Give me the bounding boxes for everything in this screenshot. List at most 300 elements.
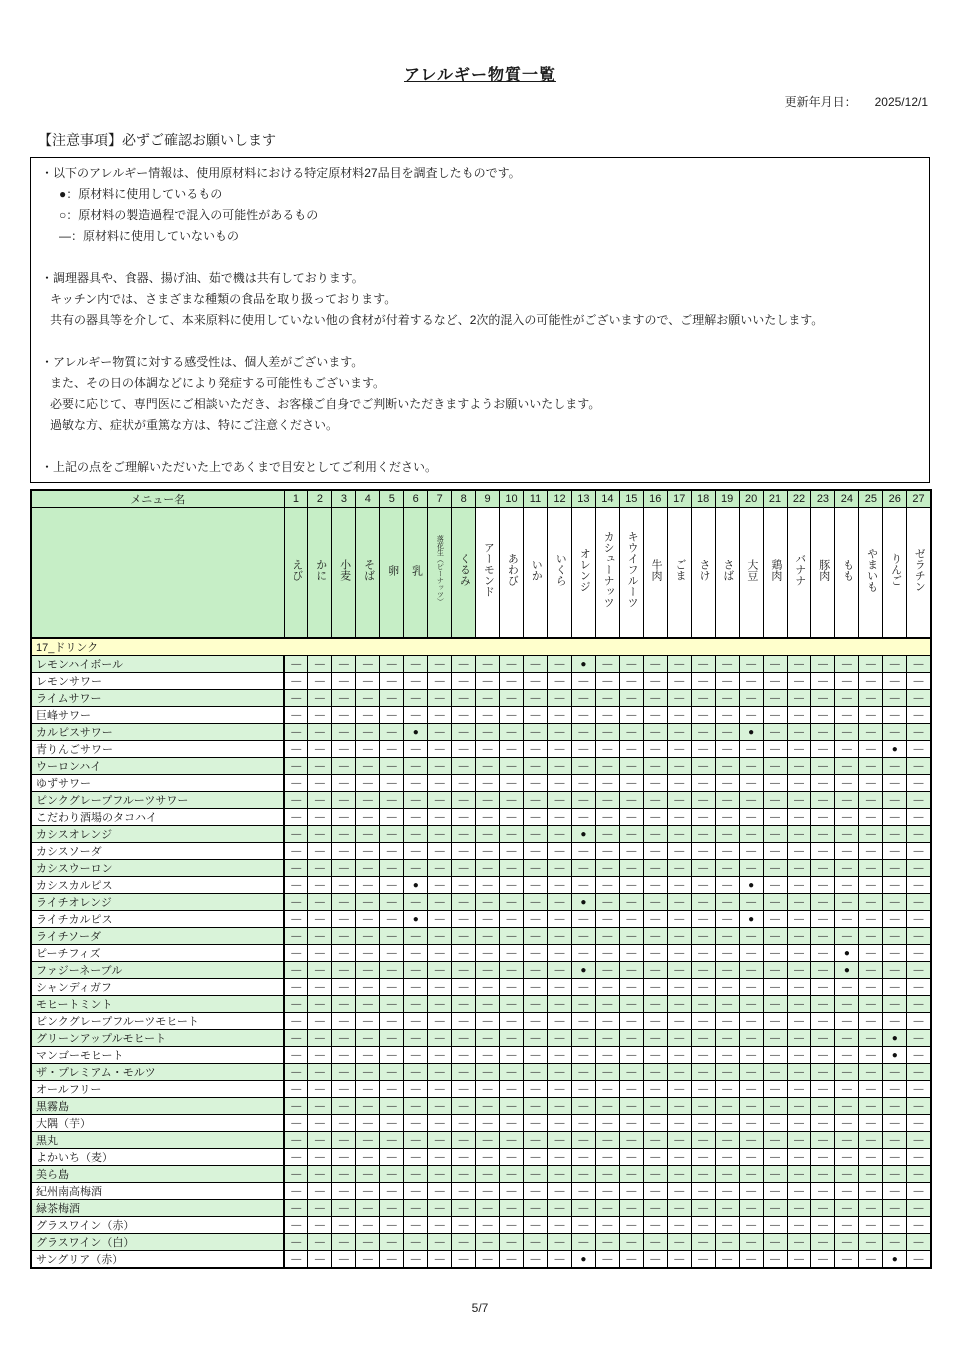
- mark-cell-not-used: ―: [308, 978, 332, 995]
- allergen-number-header: 9: [476, 490, 500, 508]
- mark-cell-not-used: ―: [332, 1080, 356, 1097]
- mark-cell-not-used: ―: [883, 893, 907, 910]
- allergen-number-header: 27: [907, 490, 931, 508]
- mark-cell-not-used: ―: [619, 1097, 643, 1114]
- allergen-name-header: [907, 508, 931, 638]
- mark-cell-not-used: ―: [476, 1165, 500, 1182]
- mark-cell-not-used: ―: [404, 1233, 428, 1250]
- mark-cell-not-used: ―: [907, 876, 931, 893]
- mark-cell-not-used: ―: [308, 842, 332, 859]
- mark-cell-not-used: ―: [619, 842, 643, 859]
- mark-cell-not-used: ―: [667, 825, 691, 842]
- mark-cell-not-used: ―: [356, 655, 380, 672]
- mark-cell-not-used: ―: [332, 1199, 356, 1216]
- mark-cell-not-used: ―: [452, 1250, 476, 1268]
- menu-name-cell: カシスウーロン: [31, 859, 284, 876]
- mark-cell-not-used: ―: [404, 1199, 428, 1216]
- mark-cell-not-used: ―: [308, 689, 332, 706]
- mark-cell-not-used: ―: [332, 1131, 356, 1148]
- mark-cell-not-used: ―: [811, 995, 835, 1012]
- mark-cell-not-used: ―: [380, 961, 404, 978]
- mark-cell-not-used: ―: [404, 740, 428, 757]
- mark-cell-not-used: ―: [452, 672, 476, 689]
- mark-cell-not-used: ―: [571, 1063, 595, 1080]
- mark-cell-not-used: ―: [643, 1029, 667, 1046]
- mark-cell-not-used: ―: [284, 1182, 308, 1199]
- menu-name-cell: シャンディガフ: [31, 978, 284, 995]
- mark-cell-not-used: ―: [811, 723, 835, 740]
- mark-cell-not-used: ―: [643, 672, 667, 689]
- mark-cell-not-used: ―: [835, 995, 859, 1012]
- mark-cell-not-used: ―: [667, 1029, 691, 1046]
- mark-cell-used: ●: [404, 876, 428, 893]
- mark-cell-not-used: ―: [547, 1097, 571, 1114]
- mark-cell-not-used: ―: [787, 944, 811, 961]
- mark-cell-not-used: ―: [787, 757, 811, 774]
- mark-cell-not-used: ―: [691, 723, 715, 740]
- mark-cell-not-used: ―: [428, 1165, 452, 1182]
- menu-name-cell: オールフリー: [31, 1080, 284, 1097]
- mark-cell-not-used: ―: [380, 1199, 404, 1216]
- mark-cell-not-used: ―: [859, 859, 883, 876]
- mark-cell-not-used: ―: [859, 927, 883, 944]
- mark-cell-not-used: ―: [787, 876, 811, 893]
- mark-cell-not-used: ―: [308, 655, 332, 672]
- mark-cell-not-used: ―: [428, 825, 452, 842]
- mark-cell-not-used: ―: [907, 1165, 931, 1182]
- mark-cell-not-used: ―: [835, 842, 859, 859]
- mark-cell-not-used: ―: [308, 723, 332, 740]
- mark-cell-not-used: ―: [787, 1080, 811, 1097]
- mark-cell-not-used: ―: [524, 689, 548, 706]
- mark-cell-not-used: ―: [667, 1148, 691, 1165]
- mark-cell-not-used: ―: [691, 1029, 715, 1046]
- mark-cell-not-used: ―: [595, 1250, 619, 1268]
- mark-cell-not-used: ―: [404, 757, 428, 774]
- mark-cell-used: ●: [883, 1250, 907, 1268]
- mark-cell-not-used: ―: [883, 1114, 907, 1131]
- mark-cell-not-used: ―: [811, 1182, 835, 1199]
- mark-cell-not-used: ―: [835, 1165, 859, 1182]
- mark-cell-not-used: ―: [715, 791, 739, 808]
- mark-cell-not-used: ―: [787, 1046, 811, 1063]
- mark-cell-not-used: ―: [787, 859, 811, 876]
- mark-cell-not-used: ―: [643, 1046, 667, 1063]
- mark-cell-not-used: ―: [835, 893, 859, 910]
- mark-cell-not-used: ―: [500, 740, 524, 757]
- mark-cell-not-used: ―: [524, 1097, 548, 1114]
- mark-cell-not-used: ―: [571, 1148, 595, 1165]
- mark-cell-not-used: ―: [404, 1250, 428, 1268]
- mark-cell-not-used: ―: [739, 825, 763, 842]
- table-row: [31, 1165, 931, 1182]
- mark-cell-not-used: ―: [907, 757, 931, 774]
- mark-cell-not-used: ―: [547, 1080, 571, 1097]
- mark-cell-not-used: ―: [476, 655, 500, 672]
- mark-cell-not-used: ―: [404, 961, 428, 978]
- mark-cell-not-used: ―: [524, 876, 548, 893]
- mark-cell-not-used: ―: [691, 842, 715, 859]
- mark-cell-not-used: ―: [739, 774, 763, 791]
- table-row: [31, 1250, 931, 1268]
- mark-cell-not-used: ―: [691, 1165, 715, 1182]
- mark-cell-not-used: ―: [883, 961, 907, 978]
- allergen-name-header: [883, 508, 907, 638]
- mark-cell-not-used: ―: [380, 723, 404, 740]
- mark-cell-not-used: ―: [308, 1148, 332, 1165]
- mark-cell-not-used: ―: [452, 825, 476, 842]
- mark-cell-not-used: ―: [524, 1199, 548, 1216]
- mark-cell-not-used: ―: [547, 1012, 571, 1029]
- mark-cell-not-used: ―: [739, 1114, 763, 1131]
- mark-cell-not-used: ―: [883, 910, 907, 927]
- mark-cell-not-used: ―: [835, 1148, 859, 1165]
- mark-cell-not-used: ―: [428, 774, 452, 791]
- mark-cell-not-used: ―: [452, 1046, 476, 1063]
- mark-cell-not-used: ―: [332, 1216, 356, 1233]
- mark-cell-not-used: ―: [476, 1148, 500, 1165]
- allergen-number-header: 6: [404, 490, 428, 508]
- mark-cell-not-used: ―: [835, 1216, 859, 1233]
- mark-cell-not-used: ―: [907, 1029, 931, 1046]
- mark-cell-not-used: ―: [284, 757, 308, 774]
- mark-cell-not-used: ―: [907, 825, 931, 842]
- notice-line: ―：原材料に使用していないもの: [59, 229, 240, 243]
- mark-cell-not-used: ―: [524, 961, 548, 978]
- mark-cell-not-used: ―: [404, 995, 428, 1012]
- mark-cell-not-used: ―: [547, 859, 571, 876]
- allergen-number-header: 17: [667, 490, 691, 508]
- menu-name-cell: ライチカルピス: [31, 910, 284, 927]
- mark-cell-not-used: ―: [332, 1063, 356, 1080]
- mark-cell-not-used: ―: [332, 1233, 356, 1250]
- mark-cell-not-used: ―: [667, 978, 691, 995]
- mark-cell-not-used: ―: [619, 978, 643, 995]
- mark-cell-not-used: ―: [715, 1012, 739, 1029]
- mark-cell-not-used: ―: [763, 825, 787, 842]
- mark-cell-not-used: ―: [739, 995, 763, 1012]
- mark-cell-not-used: ―: [571, 927, 595, 944]
- mark-cell-not-used: ―: [428, 723, 452, 740]
- mark-cell-not-used: ―: [332, 689, 356, 706]
- mark-cell-not-used: ―: [356, 774, 380, 791]
- mark-cell-not-used: ―: [811, 910, 835, 927]
- mark-cell-not-used: ―: [476, 944, 500, 961]
- mark-cell-not-used: ―: [332, 842, 356, 859]
- mark-cell-not-used: ―: [428, 1080, 452, 1097]
- mark-cell-not-used: ―: [859, 1131, 883, 1148]
- notice-line: 過敏な方、症状が重篤な方は、特にご注意ください。: [50, 418, 339, 432]
- mark-cell-not-used: ―: [715, 1250, 739, 1268]
- mark-cell-not-used: ―: [835, 1250, 859, 1268]
- allergen-number-header: 21: [763, 490, 787, 508]
- notice-line: 必要に応じて、専門医にご相談いただき、お客様ご自身でご判断いただきますようお願いいたします。: [50, 397, 601, 411]
- mark-cell-not-used: ―: [284, 1216, 308, 1233]
- mark-cell-not-used: ―: [524, 1216, 548, 1233]
- mark-cell-not-used: ―: [811, 1165, 835, 1182]
- mark-cell-not-used: ―: [428, 808, 452, 825]
- mark-cell-not-used: ―: [308, 995, 332, 1012]
- mark-cell-used: ●: [739, 910, 763, 927]
- mark-cell-not-used: ―: [859, 1114, 883, 1131]
- mark-cell-not-used: ―: [859, 842, 883, 859]
- mark-cell-not-used: ―: [571, 740, 595, 757]
- mark-cell-not-used: ―: [763, 1114, 787, 1131]
- allergen-number-header: 7: [428, 490, 452, 508]
- mark-cell-not-used: ―: [883, 1080, 907, 1097]
- mark-cell-not-used: ―: [787, 1029, 811, 1046]
- mark-cell-not-used: ―: [524, 842, 548, 859]
- mark-cell-not-used: ―: [595, 1148, 619, 1165]
- mark-cell-not-used: ―: [571, 876, 595, 893]
- mark-cell-not-used: ―: [356, 1148, 380, 1165]
- mark-cell-not-used: ―: [691, 876, 715, 893]
- mark-cell-not-used: ―: [763, 757, 787, 774]
- mark-cell-not-used: ―: [428, 740, 452, 757]
- mark-cell-not-used: ―: [476, 1199, 500, 1216]
- mark-cell-not-used: ―: [476, 740, 500, 757]
- mark-cell-used: ●: [883, 1046, 907, 1063]
- mark-cell-not-used: ―: [284, 1046, 308, 1063]
- mark-cell-not-used: ―: [332, 706, 356, 723]
- mark-cell-not-used: ―: [811, 1063, 835, 1080]
- mark-cell-not-used: ―: [380, 995, 404, 1012]
- mark-cell-not-used: ―: [571, 1097, 595, 1114]
- mark-cell-not-used: ―: [284, 995, 308, 1012]
- mark-cell-not-used: ―: [452, 1063, 476, 1080]
- mark-cell-not-used: ―: [883, 1199, 907, 1216]
- mark-cell-not-used: ―: [811, 893, 835, 910]
- mark-cell-not-used: ―: [739, 1063, 763, 1080]
- mark-cell-not-used: ―: [571, 1046, 595, 1063]
- mark-cell-not-used: ―: [715, 1199, 739, 1216]
- mark-cell-not-used: ―: [547, 825, 571, 842]
- mark-cell-not-used: ―: [547, 927, 571, 944]
- mark-cell-not-used: ―: [452, 995, 476, 1012]
- mark-cell-not-used: ―: [380, 1080, 404, 1097]
- mark-cell-not-used: ―: [595, 1114, 619, 1131]
- mark-cell-not-used: ―: [763, 978, 787, 995]
- mark-cell-not-used: ―: [619, 1250, 643, 1268]
- mark-cell-not-used: ―: [859, 978, 883, 995]
- mark-cell-not-used: ―: [643, 978, 667, 995]
- mark-cell-not-used: ―: [332, 723, 356, 740]
- mark-cell-not-used: ―: [715, 1216, 739, 1233]
- mark-cell-not-used: ―: [883, 1165, 907, 1182]
- mark-cell-not-used: ―: [907, 1080, 931, 1097]
- mark-cell-not-used: ―: [835, 1012, 859, 1029]
- mark-cell-not-used: ―: [739, 757, 763, 774]
- mark-cell-not-used: ―: [356, 1182, 380, 1199]
- mark-cell-not-used: ―: [571, 910, 595, 927]
- mark-cell-not-used: ―: [380, 825, 404, 842]
- mark-cell-not-used: ―: [739, 672, 763, 689]
- menu-name-cell: 大隅（芋）: [31, 1114, 284, 1131]
- mark-cell-not-used: ―: [524, 774, 548, 791]
- mark-cell-used: ●: [571, 893, 595, 910]
- menu-name-cell: グラスワイン（白）: [31, 1233, 284, 1250]
- mark-cell-used: ●: [835, 944, 859, 961]
- menu-name-cell: カルピスサワー: [31, 723, 284, 740]
- mark-cell-not-used: ―: [691, 1182, 715, 1199]
- mark-cell-not-used: ―: [308, 893, 332, 910]
- mark-cell-not-used: ―: [380, 1029, 404, 1046]
- allergen-name-vertical-text: さけ: [697, 558, 710, 581]
- mark-cell-not-used: ―: [476, 859, 500, 876]
- mark-cell-not-used: ―: [476, 910, 500, 927]
- mark-cell-not-used: ―: [811, 808, 835, 825]
- allergen-name-header: [428, 508, 452, 638]
- mark-cell-not-used: ―: [883, 808, 907, 825]
- allergen-name-header: [643, 508, 667, 638]
- mark-cell-used: ●: [571, 961, 595, 978]
- mark-cell-not-used: ―: [715, 1080, 739, 1097]
- mark-cell-not-used: ―: [619, 1046, 643, 1063]
- mark-cell-not-used: ―: [332, 893, 356, 910]
- mark-cell-not-used: ―: [284, 859, 308, 876]
- mark-cell-not-used: ―: [883, 1182, 907, 1199]
- mark-cell-not-used: ―: [715, 757, 739, 774]
- mark-cell-not-used: ―: [763, 910, 787, 927]
- mark-cell-not-used: ―: [859, 1046, 883, 1063]
- mark-cell-not-used: ―: [835, 706, 859, 723]
- menu-name-cell: 紀州南高梅酒: [31, 1182, 284, 1199]
- mark-cell-not-used: ―: [380, 740, 404, 757]
- mark-cell-not-used: ―: [739, 859, 763, 876]
- allergen-name-header: [739, 508, 763, 638]
- mark-cell-not-used: ―: [595, 876, 619, 893]
- menu-name-cell: ライムサワー: [31, 689, 284, 706]
- menu-name-cell: 巨峰サワー: [31, 706, 284, 723]
- mark-cell-not-used: ―: [356, 978, 380, 995]
- mark-cell-not-used: ―: [404, 1131, 428, 1148]
- mark-cell-not-used: ―: [667, 944, 691, 961]
- mark-cell-not-used: ―: [404, 689, 428, 706]
- mark-cell-not-used: ―: [476, 1182, 500, 1199]
- mark-cell-not-used: ―: [763, 1182, 787, 1199]
- allergen-name-header: [404, 508, 428, 638]
- mark-cell-not-used: ―: [332, 1097, 356, 1114]
- mark-cell-used: ●: [739, 876, 763, 893]
- mark-cell-not-used: ―: [883, 995, 907, 1012]
- mark-cell-not-used: ―: [452, 689, 476, 706]
- mark-cell-not-used: ―: [667, 1165, 691, 1182]
- mark-cell-not-used: ―: [643, 1012, 667, 1029]
- allergen-number-header: 19: [715, 490, 739, 508]
- mark-cell-not-used: ―: [595, 910, 619, 927]
- mark-cell-not-used: ―: [787, 1165, 811, 1182]
- mark-cell-not-used: ―: [284, 910, 308, 927]
- menu-name-cell: サングリア（赤）: [31, 1250, 284, 1268]
- mark-cell-not-used: ―: [787, 1114, 811, 1131]
- mark-cell-not-used: ―: [308, 791, 332, 808]
- mark-cell-not-used: ―: [547, 910, 571, 927]
- mark-cell-not-used: ―: [284, 1097, 308, 1114]
- mark-cell-not-used: ―: [739, 1250, 763, 1268]
- mark-cell-not-used: ―: [571, 1131, 595, 1148]
- mark-cell-not-used: ―: [380, 944, 404, 961]
- mark-cell-not-used: ―: [907, 1114, 931, 1131]
- mark-cell-not-used: ―: [308, 910, 332, 927]
- mark-cell-not-used: ―: [643, 740, 667, 757]
- mark-cell-not-used: ―: [547, 655, 571, 672]
- menu-name-cell: 黒霧島: [31, 1097, 284, 1114]
- mark-cell-not-used: ―: [667, 1216, 691, 1233]
- mark-cell-not-used: ―: [883, 774, 907, 791]
- mark-cell-not-used: ―: [595, 1046, 619, 1063]
- allergen-number-header: 8: [452, 490, 476, 508]
- mark-cell-not-used: ―: [476, 723, 500, 740]
- mark-cell-not-used: ―: [763, 774, 787, 791]
- table-row: [31, 655, 931, 672]
- mark-cell-not-used: ―: [284, 825, 308, 842]
- allergen-name-header: [763, 508, 787, 638]
- mark-cell-not-used: ―: [619, 706, 643, 723]
- mark-cell-not-used: ―: [524, 808, 548, 825]
- allergen-number-header: 3: [332, 490, 356, 508]
- mark-cell-not-used: ―: [308, 859, 332, 876]
- menu-name-cell: ライチソーダ: [31, 927, 284, 944]
- mark-cell-not-used: ―: [380, 1063, 404, 1080]
- mark-cell-not-used: ―: [452, 808, 476, 825]
- mark-cell-not-used: ―: [835, 672, 859, 689]
- mark-cell-not-used: ―: [907, 927, 931, 944]
- mark-cell-not-used: ―: [739, 1216, 763, 1233]
- mark-cell-not-used: ―: [907, 655, 931, 672]
- mark-cell-not-used: ―: [691, 1250, 715, 1268]
- mark-cell-not-used: ―: [452, 961, 476, 978]
- mark-cell-not-used: ―: [476, 995, 500, 1012]
- mark-cell-not-used: ―: [308, 1063, 332, 1080]
- mark-cell-not-used: ―: [715, 1114, 739, 1131]
- mark-cell-not-used: ―: [308, 706, 332, 723]
- mark-cell-not-used: ―: [619, 944, 643, 961]
- allergen-name-header: [356, 508, 380, 638]
- allergen-name-vertical-text: えび: [290, 558, 303, 581]
- allergen-name-vertical-text: ごま: [674, 558, 686, 581]
- mark-cell-not-used: ―: [859, 774, 883, 791]
- allergen-name-vertical-text: 卵: [386, 565, 399, 577]
- mark-cell-not-used: ―: [835, 910, 859, 927]
- mark-cell-not-used: ―: [763, 961, 787, 978]
- mark-cell-not-used: ―: [404, 1148, 428, 1165]
- mark-cell-not-used: ―: [524, 1233, 548, 1250]
- mark-cell-not-used: ―: [476, 961, 500, 978]
- mark-cell-not-used: ―: [835, 978, 859, 995]
- menu-name-cell: グラスワイン（赤）: [31, 1216, 284, 1233]
- notice-line: キッチン内では、さまざまな種類の食品を取り扱っております。: [50, 292, 397, 306]
- mark-cell-not-used: ―: [763, 876, 787, 893]
- mark-cell-not-used: ―: [547, 1063, 571, 1080]
- mark-cell-not-used: ―: [356, 893, 380, 910]
- mark-cell-not-used: ―: [835, 740, 859, 757]
- mark-cell-not-used: ―: [308, 808, 332, 825]
- mark-cell-not-used: ―: [811, 774, 835, 791]
- mark-cell-not-used: ―: [715, 995, 739, 1012]
- mark-cell-not-used: ―: [404, 1097, 428, 1114]
- mark-cell-not-used: ―: [859, 740, 883, 757]
- allergen-name-vertical-text: やまいも: [865, 547, 878, 592]
- table-row: [31, 791, 931, 808]
- mark-cell-not-used: ―: [452, 1097, 476, 1114]
- mark-cell-not-used: ―: [284, 927, 308, 944]
- mark-cell-not-used: ―: [667, 1012, 691, 1029]
- mark-cell-not-used: ―: [811, 655, 835, 672]
- menu-name-cell: マンゴーモヒート: [31, 1046, 284, 1063]
- mark-cell-not-used: ―: [907, 1148, 931, 1165]
- mark-cell-not-used: ―: [284, 1029, 308, 1046]
- mark-cell-not-used: ―: [332, 774, 356, 791]
